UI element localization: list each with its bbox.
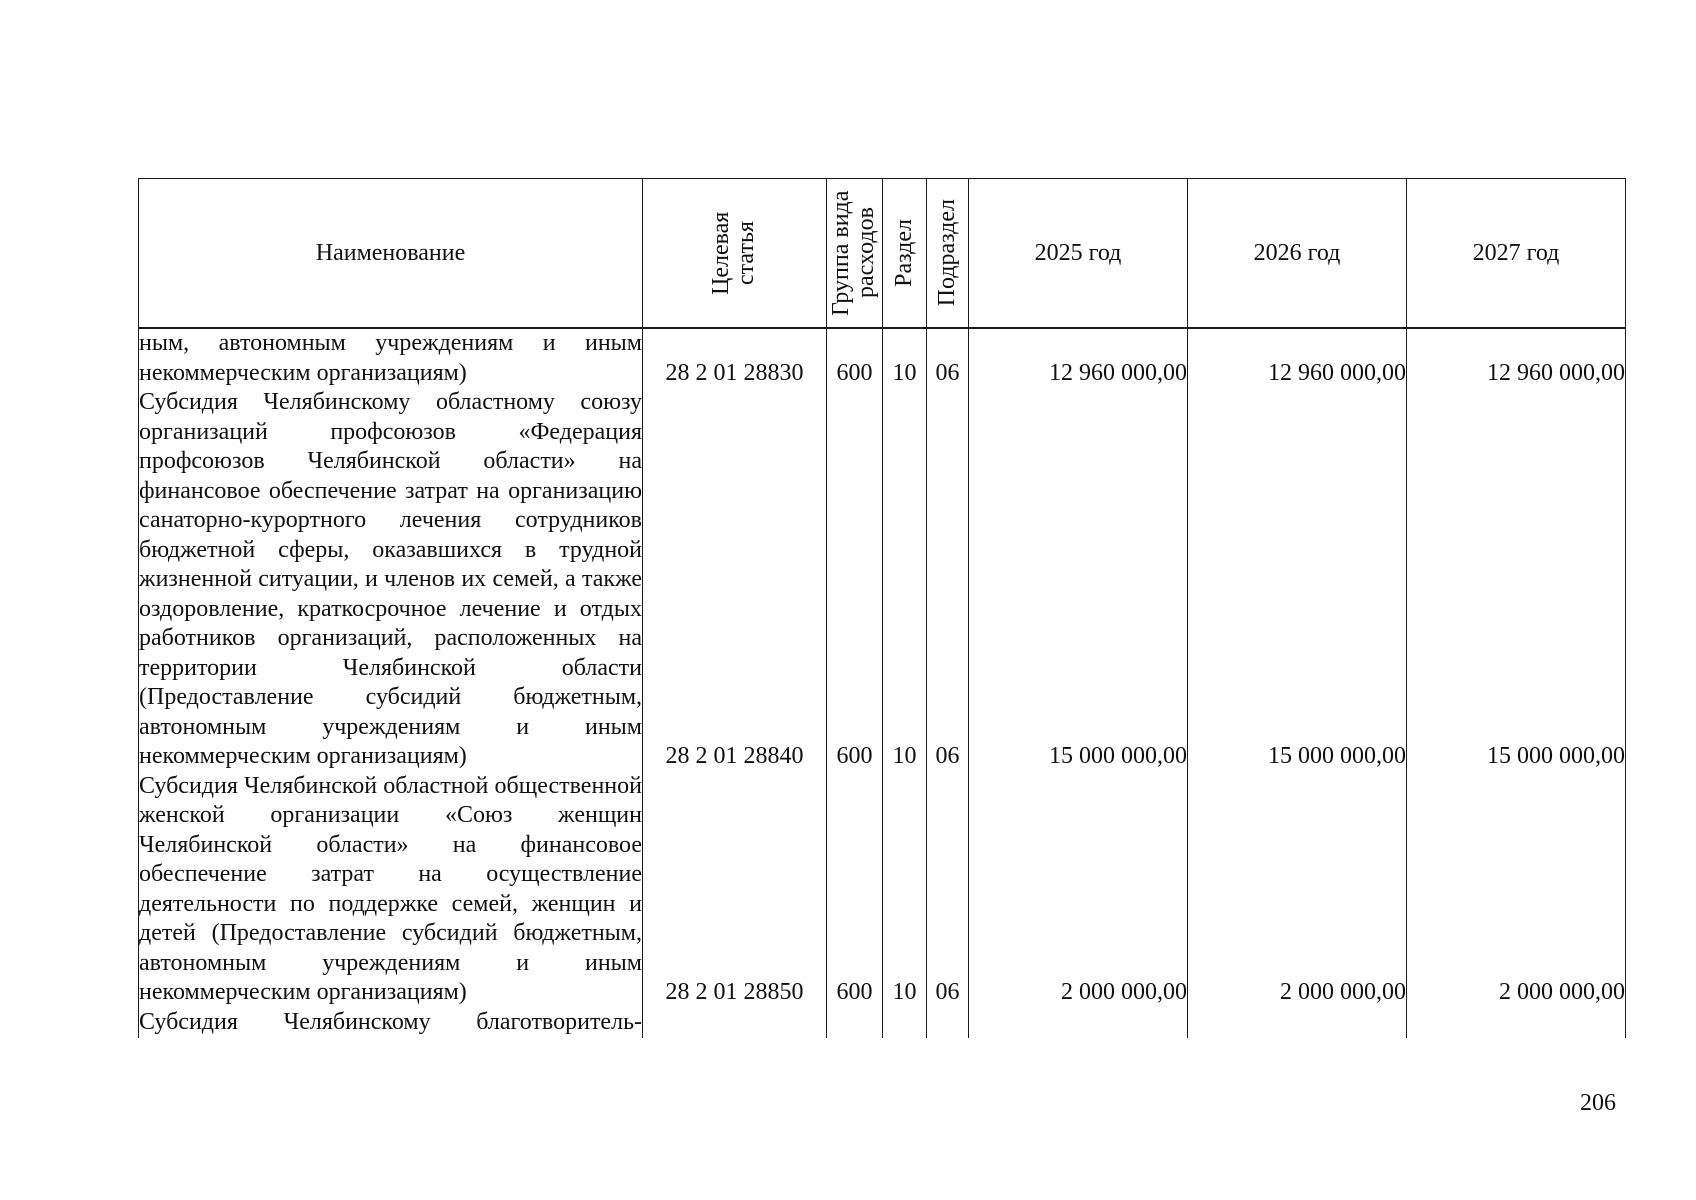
row-expense-group: 600 <box>827 388 883 772</box>
header-year-2025: 2025 год <box>969 179 1188 329</box>
row-expense-group: 600 <box>827 328 883 388</box>
header-target-article: Целевая статья <box>643 179 827 329</box>
page-number: 206 <box>1580 1090 1616 1116</box>
header-name: Наименование <box>139 179 643 329</box>
row-target-article: 28 2 01 28830 <box>643 328 827 388</box>
row-amount-2026: 2 000 000,00 <box>1188 772 1407 1008</box>
budget-table <box>138 178 1626 1038</box>
row-target-article: 28 2 01 28850 <box>643 772 827 1008</box>
table-row <box>139 772 1626 1008</box>
row-name: Субсидия Челябинскому областному союзу организаций профсоюзов «Федерация профсоюзов Челябинской области» на финансовое обеспечение затрат на организацию санаторно-курортного лечения сотрудников бюджетной сферы, оказавшихся в трудной жизненной ситуации, и членов их семей, а также оздоровление, краткосрочное лечение и отдых работников организаций, расположенных на территории Челябинской области (Предоставление субсидий бюджетным, автономным учреждениям и иным некоммерческим организациям) <box>139 388 643 772</box>
row-amount-2025: 15 000 000,00 <box>969 388 1188 772</box>
row-section: 10 <box>883 772 927 1008</box>
row-section <box>883 1008 927 1038</box>
row-amount-2027: 15 000 000,00 <box>1407 388 1626 772</box>
table-header-row <box>139 179 1626 329</box>
row-target-article: 28 2 01 28840 <box>643 388 827 772</box>
row-amount-2027: 2 000 000,00 <box>1407 772 1626 1008</box>
table-row <box>139 388 1626 772</box>
row-amount-2025: 12 960 000,00 <box>969 328 1188 388</box>
row-target-article <box>643 1008 827 1038</box>
row-section: 10 <box>883 388 927 772</box>
table-row <box>139 328 1626 388</box>
row-subsection <box>927 1008 969 1038</box>
header-year-2026: 2026 год <box>1188 179 1407 329</box>
row-subsection: 06 <box>927 328 969 388</box>
row-amount-2026: 15 000 000,00 <box>1188 388 1407 772</box>
row-amount-2026 <box>1188 1008 1407 1038</box>
row-name: Субсидия Челябинскому благотворитель- <box>139 1008 643 1038</box>
header-subsection: Подраздел <box>927 179 969 329</box>
row-name: Субсидия Челябинской областной общественной женской организации «Союз женщин Челябинской области» на финансовое обеспечение затрат на осуществление деятельности по поддержке семей, женщин и детей (Предоставление субсидий бюджетным, автономным учреждениям и иным некоммерческим организациям) <box>139 772 643 1008</box>
row-amount-2027: 12 960 000,00 <box>1407 328 1626 388</box>
row-amount-2026: 12 960 000,00 <box>1188 328 1407 388</box>
header-expense-group: Группа вида расходов <box>827 179 883 329</box>
row-amount-2025: 2 000 000,00 <box>969 772 1188 1008</box>
row-subsection: 06 <box>927 772 969 1008</box>
row-name: ным, автономным учреждениям и иным некоммерческим организациям) <box>139 328 643 388</box>
row-expense-group: 600 <box>827 772 883 1008</box>
header-section: Раздел <box>883 179 927 329</box>
table-row <box>139 1008 1626 1038</box>
row-section: 10 <box>883 328 927 388</box>
row-amount-2027 <box>1407 1008 1626 1038</box>
row-amount-2025 <box>969 1008 1188 1038</box>
row-subsection: 06 <box>927 388 969 772</box>
row-expense-group <box>827 1008 883 1038</box>
header-year-2027: 2027 год <box>1407 179 1626 329</box>
